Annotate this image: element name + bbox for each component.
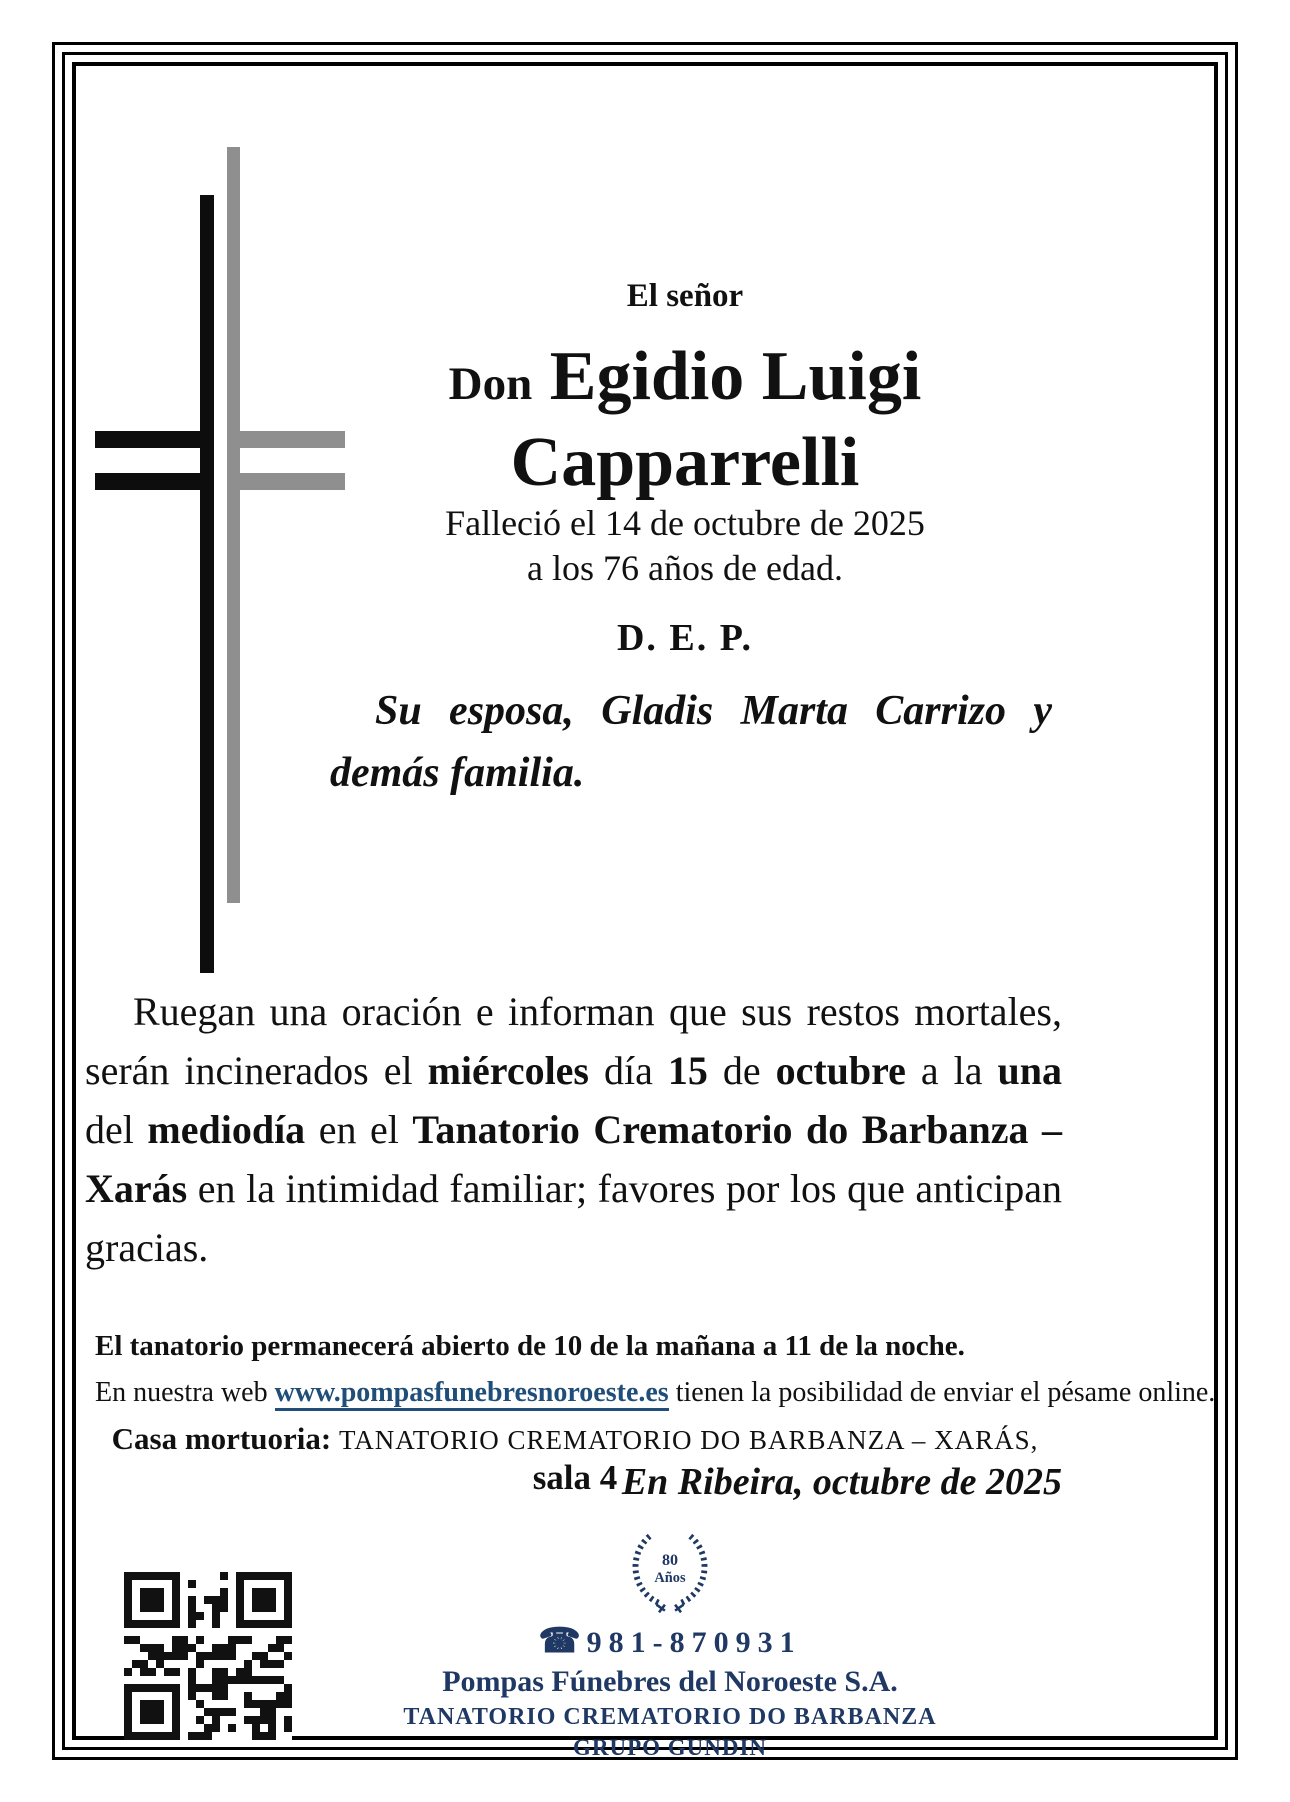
web-link[interactable]: www.pompasfunebresnoroeste.es [275,1377,669,1411]
web-suffix: tienen la posibilidad de enviar el pésame online. [668,1377,1216,1408]
cross-black-arm-lower [95,473,214,490]
company-name: Pompas Fúnebres del Noroeste S.A. [442,1665,898,1698]
announcement-paragraph: Ruegan una oración e informan que sus restos mortales, serán incinerados el miércoles día 15 de octubre a la una del mediodía en el Tanatorio Crematorio do Barbanza – Xarás en la intimidad familiar; favores por los que anticipan gracias. [85,989,1063,1270]
deceased-name-line2: Capparrelli [510,424,860,501]
death-date-line: Falleció el 14 de octubre de 2025 [445,503,925,543]
funeral-home-block [320,1526,1020,1761]
phone-icon: ☎ [538,1623,581,1660]
cross-gray-vertical [227,147,240,903]
dep-line: D. E. P. [616,617,753,659]
web-line [95,1377,1215,1409]
phone-line [320,1621,1020,1661]
qr-code [124,1572,292,1740]
mortuary-place: TANATORIO CREMATORIO DO BARBANZA – XARÁS, [338,1425,1039,1455]
mortuary-label: Casa mortuoria: [111,1421,339,1456]
badge-years: 80 [661,1551,679,1569]
cross-black-arm-upper [95,431,214,448]
place-date-line: En Ribeira, octubre de 2025 [621,1461,1062,1503]
honorific: Don [448,358,533,410]
web-prefix: En nuestra web [95,1377,275,1408]
family-line: Su esposa, Gladis Marta Carrizo y demás familia. [330,688,1052,796]
facility-name: TANATORIO CREMATORIO DO BARBANZA [403,1704,937,1730]
cross-black-vertical [200,195,214,973]
mortuary-room: sala 4 [532,1458,618,1497]
intro-line: El señor [626,278,744,314]
group-name: GRUPO GUNDIN [572,1735,768,1760]
anniversary-badge-icon [618,1526,722,1614]
death-age-line: a los 76 años de edad. [527,548,843,588]
schedule-line: El tanatorio permanecerá abierto de 10 de la mañana a 11 de la noche. [95,1330,965,1362]
badge-label: Años [654,1569,686,1586]
first-names: Egidio Luigi [549,338,922,415]
deceased-name-line1 [305,338,1065,415]
phone-number: 981-870931 [586,1626,802,1659]
